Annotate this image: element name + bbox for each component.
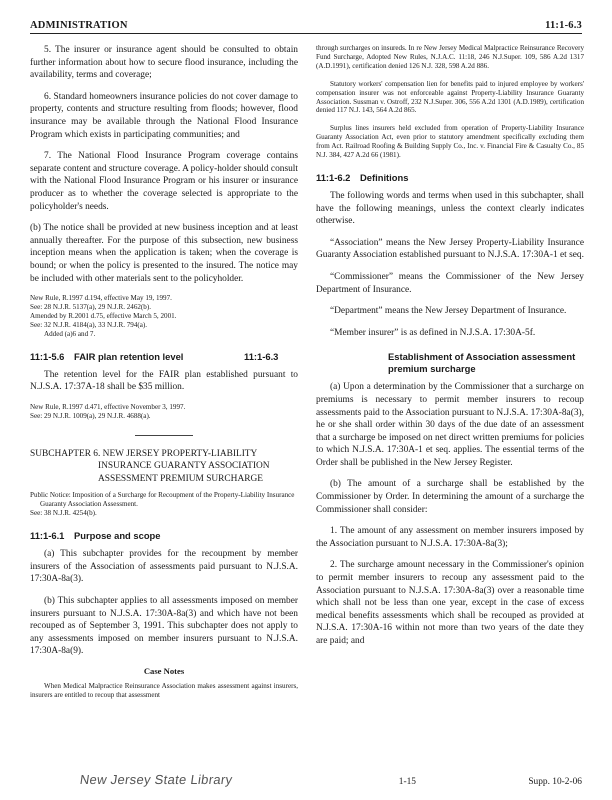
subchapter-title: SUBCHAPTER 6. NEW JERSEY PROPERTY-LIABILITY INSURANCE GUARANTY ASSOCIATION ASSESSMENT PREMIUM SURCHARGE (30, 448, 270, 484)
page-footer (80, 772, 582, 787)
section-number: 11:1-6.1 (30, 530, 65, 542)
section-title: Definitions (360, 171, 409, 183)
section-6-3-b2: 2. The surcharge amount necessary in the Commissioner's opinion to permit member insurers to recoup any assessment paid to the Association pursuant to N.J.S.A. 17:30A-8a(3) over a reasonable time which shall not be less than one year, except in the case of excess medical benefits assessments which shall be recouped as provided at N.J.S.A. 17:30A-16 within not more than two years of the date they are paid; and (316, 560, 584, 646)
section-divider (135, 435, 193, 436)
definitions-intro: The following words and terms when used in this subchapter, shall have the following meanings, unless the context clearly indicates otherwise. (316, 190, 584, 227)
header-chapter-title: ADMINISTRATION (30, 20, 128, 31)
case-notes-heading: Case Notes (143, 665, 185, 676)
paragraph-a5: 5. The insurer or insurance agent should be consulted to obtain further information about how to secure flood insurance, including the availability, terms and coverage; (30, 45, 298, 81)
case-note: Statutory workers' compensation lien for benefits paid to injured employee by workers' compensation insurer was not enforceable against Property-Liability Insurance Guaranty Association. Sussman v. Ostroff, 232 N.J.Super. 306, 556 A.2d 1301 (A.D.1989), certification denied 117 N.J. 143, 564 A.2d 865. (316, 79, 584, 115)
section-6-1-b: (b) This subchapter applies to all assessments imposed on member insurers pursuant to N.J.S.A. 17:30A-8a(3) and which have not been recouped as of September 3, 1991. This subchapter does not apply to any assessments imposed on member insurers pursuant to N.J.S.A. 17:30A-8a(9). (30, 595, 298, 657)
definition-commissioner: “Commissioner” means the Commissioner of the New Jersey Department of Insurance. (316, 271, 584, 295)
section-number: 11:1-6.2 (316, 171, 351, 183)
section-number: 11:1-6.3 (244, 351, 279, 363)
section-5-6-text: The retention level for the FAIR plan established pursuant to N.J.S.A. 17:37A-18 shall be $35 million. (30, 369, 298, 393)
definition-department: “Department” means the New Jersey Department of Insurance. (330, 306, 567, 317)
section-heading-6-3 (244, 351, 584, 375)
history-note-5-5 (30, 294, 298, 339)
history-line: Added (a)6 and 7. (44, 329, 96, 338)
public-notice-text: Public Notice: Imposition of a Surcharge for Recoupment of the Property-Liability Insurance Guaranty Association Assessment. (30, 491, 295, 509)
paragraph-a7: 7. The National Flood Insurance Program coverage contains separate content and structure coverage. A policy-holder should consult with the National Flood Insurance Program or his insurer or insurance producer as to whether the coverage selected is appropriate to the policyholder's needs. (30, 151, 298, 212)
history-line: Amended by R.2001 d.75, effective March 5, 2001. (30, 311, 177, 320)
section-title: Establishment of Association assessment premium surcharge (388, 351, 576, 375)
library-watermark-logo: New Jersey State Library (78, 772, 234, 787)
section-number: 11:1-5.6 (30, 350, 65, 362)
section-6-1-a: (a) This subchapter provides for the recoupment by member insurers of the Association of assessments paid pursuant to N.J.S.A. 17:30A-8a(3). (30, 549, 298, 585)
definition-member-insurer: “Member insurer” is as defined in N.J.S.A. 17:30A-5f. (330, 327, 536, 338)
section-6-3-b1: 1. The amount of any assessment on member insurers imposed by the Association pursuant to N.J.S.A. 17:30A-8a(3); (316, 526, 584, 549)
section-6-3-a: (a) Upon a determination by the Commissioner that a surcharge on premiums is necessary to permit member insurers to recoup assessments paid to the Association pursuant to N.J.S.A. 17:30A-8a(3), he or she shall order within 30 days of the due date of an assessment that a surcharge be imposed on net direct written premiums for policies to which N.J.S.A. 17:30A-1 et seq. applies. The essential terms of the Order shall be published in the New Jersey Register. (316, 382, 584, 468)
definition-association: “Association” means the New Jersey Property-Liability Insurance Guaranty Association established pursuant to N.J.S.A. 17:30A-1 et seq. (316, 237, 584, 261)
page-number: 1-15 (398, 777, 416, 787)
supplement-date: Supp. 10-2-06 (528, 777, 582, 787)
right-column (244, 44, 584, 648)
section-heading-6-2 (316, 172, 584, 184)
paragraph-b: (b) The notice shall be provided at new business inception and at least annually thereafter. For the purpose of this subsection, new business inception means when the application is taken; when the coverage is bound; or when the policy is presented to the insured. The notice may be included with other materials sent to the policyholder. (30, 223, 298, 284)
case-note-continued: through surcharges on insureds. In re New Jersey Medical Malpractice Reinsurance Recovery Fund Surcharge, Adopted New Rules, N.J.A.C. 11:18, 246 N.J.Super. 109, 586 A.2d 1317 (A.D.1991), certification denied 126 N.J. 328, 598 A.2d 886. (316, 44, 584, 70)
history-line: New Rule, R.1997 d.194, effective May 19, 1997. (30, 294, 172, 303)
case-note: When Medical Malpractice Reinsurance Association makes assessment against insurers, insurers are entitled to recoup that assessment (30, 681, 298, 699)
section-title: FAIR plan retention level (74, 350, 184, 362)
history-line: New Rule, R.1997 d.471, effective November 3, 1997. (30, 402, 186, 411)
history-line: See: 28 N.J.R. 5137(a), 29 N.J.R. 2462(b). (30, 303, 151, 311)
public-notice (30, 491, 298, 518)
section-title: Purpose and scope (74, 530, 161, 542)
history-line: See: 32 N.J.R. 4184(a), 33 N.J.R. 794(a). (30, 320, 148, 329)
header-section-number: 11:1-6.3 (545, 20, 582, 31)
running-header (30, 20, 582, 34)
public-notice-see: See: 38 N.J.R. 4254(b). (30, 509, 97, 518)
history-note-5-6 (30, 403, 298, 421)
case-note: Surplus lines insurers held excluded from operation of Property-Liability Insurance Guaranty Association Act, even prior to statutory amendment specifically excluding them from Act. Railroad Roofing & Building Supply Co., Inc. v. Financial Fire & Casualty Co., 85 N.J. 384, 427 A.2d 66 (1981). (316, 124, 584, 160)
left-column (30, 44, 298, 700)
section-6-3-b: (b) The amount of a surcharge shall be established by the Commissioner by Order. In determining the amount of a surcharge the Commissioner shall consider: (316, 479, 584, 515)
history-line: See: 29 N.J.R. 1009(a), 29 N.J.R. 4688(a). (30, 411, 151, 420)
section-heading-6-1 (30, 530, 298, 542)
paragraph-a6: 6. Standard homeowners insurance policies do not cover damage to property, contents and structure resulting from floods; however, flood insurance may be available through the National Flood Insurance Program which exists in participating communities; and (30, 91, 298, 140)
